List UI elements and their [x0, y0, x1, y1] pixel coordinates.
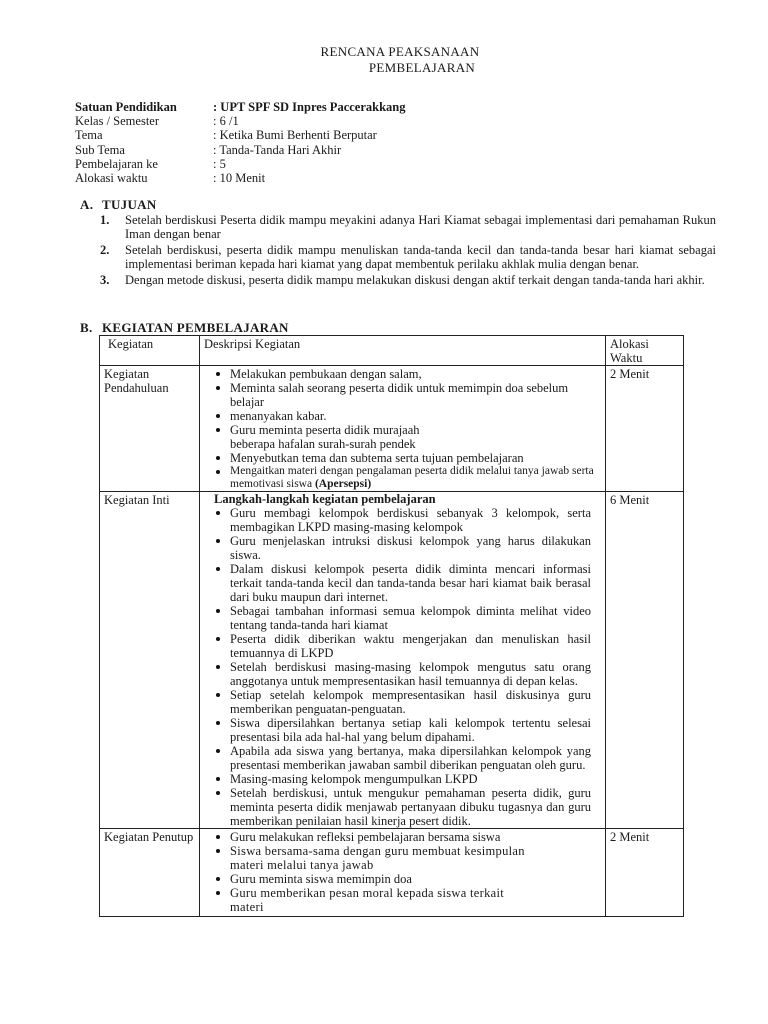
list-item: [100, 243, 716, 271]
section-a-letter: A.: [80, 197, 94, 212]
row-time: 2 Menit: [606, 366, 684, 492]
bullet-list: [204, 830, 525, 914]
list-item: Guru memberikan pesan moral kepada siswa terkait materi: [204, 886, 525, 914]
identity-value: : Ketika Bumi Berhenti Berputar: [213, 128, 377, 143]
list-item-text: Setelah berdiskusi, peserta didik mampu menuliskan tanda-tanda kecil dan tanda-tanda besar hari kiamat sebagai implementasi beriman kepada hari kiamat yang dapat membentuk perilaku akhlak mulia dengan benar.: [125, 243, 716, 271]
list-item: [100, 213, 716, 241]
list-item: Peserta didik diberikan waktu mengerjakan dan menuliskan hasil temuannya di LKPD: [204, 632, 591, 660]
list-item: [100, 273, 716, 287]
list-item: Guru meminta siswa memimpin doa: [204, 872, 525, 886]
list-item: Meminta salah seorang peserta didik untuk memimpin doa sebelum belajar: [204, 381, 601, 409]
table-row: [100, 492, 684, 829]
list-item: Guru menjelaskan intruksi diskusi kelompok yang harus dilakukan siswa.: [204, 534, 591, 562]
identity-value: : UPT SPF SD Inpres Paccerakkang: [213, 100, 406, 114]
section-a-title: TUJUAN: [102, 197, 157, 212]
list-item: Setiap setelah kelompok mempresentasikan hasil diskusinya guru memberikan penguatan-penguatan.: [204, 688, 591, 716]
list-item-text: Dengan metode diskusi, peserta didik mampu melakukan diskusi dengan aktif terkait dengan tanda-tanda hari akhir.: [125, 273, 705, 287]
bullet-list: [204, 367, 601, 490]
identity-block: [75, 100, 406, 185]
section-a-heading: [80, 197, 157, 213]
list-item: Sebagai tambahan informasi semua kelompok diminta melihat video tentang tanda-tanda hari kiamat: [204, 604, 591, 632]
identity-value: : 10 Menit: [213, 170, 266, 185]
identity-label: Sub Tema: [75, 142, 125, 157]
list-item: [204, 465, 601, 490]
list-item-number: 1.: [100, 213, 110, 227]
row-time: 6 Menit: [606, 492, 684, 829]
list-item: Guru meminta peserta didik murajaah beberapa hafalan surah-surah pendek: [204, 423, 601, 451]
list-item: Setelah berdiskusi, untuk mengukur pemahaman peserta didik, guru meminta peserta didik menjawab pertanyaan dibuku tugasnya dan guru memberikan penilaian hasil kinerja pesert didik.: [204, 786, 591, 828]
row-description: [200, 492, 606, 829]
row-time: 2 Menit: [606, 829, 684, 917]
header-kegiatan: Kegiatan: [100, 336, 200, 366]
document-title-line2: PEMBELAJARAN: [368, 60, 476, 75]
row-description: [200, 366, 606, 492]
apersepsi-label: (Apersepsi): [314, 477, 372, 490]
header-alokasi: Alokasi Waktu: [606, 336, 684, 366]
row-name: Kegiatan Penutup: [100, 829, 200, 917]
list-item: Menyebutkan tema dan subtema serta tujuan pembelajaran: [204, 451, 601, 465]
list-item: Dalam diskusi kelompok peserta didik diminta mencari informasi terkait tanda-tanda kecil dan tanda-tanda besar hari kiamat baik berasal dari buku maupun dari internet.: [204, 562, 591, 604]
identity-label: Tema: [75, 128, 103, 143]
identity-row: [75, 114, 406, 128]
header-deskripsi: Deskripsi Kegiatan: [200, 336, 606, 366]
bullet-list: [204, 506, 591, 828]
identity-value: : 6 /1: [213, 114, 239, 129]
list-item: Masing-masing kelompok mengumpulkan LKPD: [204, 772, 591, 786]
list-item-text: Mengaitkan materi dengan pengalaman peserta didik melalui tanya jawab serta memotivasi siswa: [230, 465, 594, 490]
row-name: Kegiatan Inti: [100, 492, 200, 829]
table-header-row: [100, 336, 684, 366]
list-item: Setelah berdiskusi masing-masing kelompok mengutus satu orang anggotanya untuk mempresentasikan hasil temuannya di depan kelas.: [204, 660, 591, 688]
section-b-title: KEGIATAN PEMBELAJARAN: [102, 320, 289, 335]
identity-row: [75, 143, 406, 157]
list-item: Siswa dipersilahkan bertanya setiap kali kelompok tertentu selesai presentasi bila ada hal-hal yang belum dipahami.: [204, 716, 591, 744]
list-item: Siswa bersama-sama dengan guru membuat kesimpulan materi melalui tanya jawab: [204, 844, 525, 872]
identity-row: [75, 157, 406, 171]
identity-value: : Tanda-Tanda Hari Akhir: [213, 142, 342, 157]
list-item-text: Setelah berdiskusi Peserta didik mampu meyakini adanya Hari Kiamat sebagai implementasi dari pemahaman Rukun Iman dengan benar: [125, 213, 716, 241]
list-item: Apabila ada siswa yang bertanya, maka dipersilahkan kelompok yang presentasi memberikan jawaban sambil diberikan penguatan oleh guru.: [204, 744, 591, 772]
row-name: Kegiatan Pendahuluan: [100, 366, 200, 492]
kegiatan-table: [99, 335, 684, 917]
identity-row: [75, 128, 406, 142]
section-b-heading: [80, 320, 289, 336]
list-item: Guru membagi kelompok berdiskusi sebanyak 3 kelompok, serta membagikan LKPD masing-masing kelompok: [204, 506, 591, 534]
list-item: Melakukan pembukaan dengan salam,: [204, 367, 601, 381]
identity-row: [75, 171, 406, 185]
table-row: [100, 366, 684, 492]
inti-heading: Langkah-langkah kegiatan pembelajaran: [214, 492, 436, 506]
list-item-number: 2.: [100, 243, 110, 257]
identity-row: [75, 100, 406, 114]
identity-label: Satuan Pendidikan: [75, 100, 177, 114]
row-description: [200, 829, 606, 917]
identity-label: Alokasi waktu: [75, 170, 148, 185]
document-title-line1: RENCANA PEAKSANAAN: [320, 44, 480, 59]
tujuan-list: [100, 213, 716, 289]
identity-value: : 5: [213, 156, 226, 171]
identity-label: Pembelajaran ke: [75, 156, 158, 171]
section-b-letter: B.: [80, 320, 93, 335]
list-item: Guru melakukan refleksi pembelajaran bersama siswa: [204, 830, 525, 844]
identity-label: Kelas / Semester: [75, 114, 160, 129]
list-item-number: 3.: [100, 273, 110, 287]
list-item: menanyakan kabar.: [204, 409, 601, 423]
table-row: [100, 829, 684, 917]
